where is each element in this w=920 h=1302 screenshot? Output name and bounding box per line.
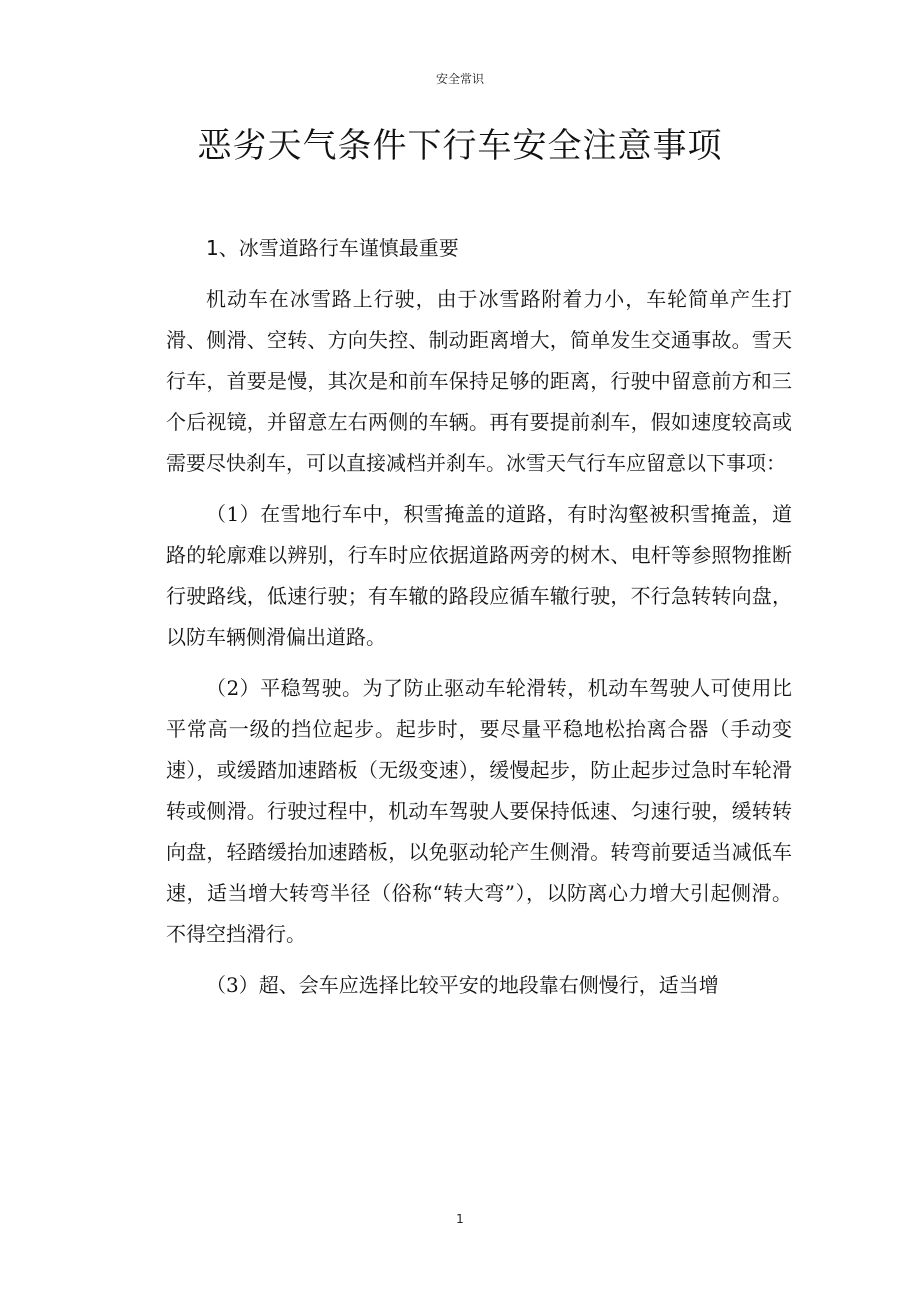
paragraph-intro: 机动车在冰雪路上行驶，由于冰雪路附着力小，车轮简单产生打滑、侧滑、空转、方向失控、制动距离增大，简单发生交通事故。雪天行车，首要是慢，其次是和前车保持足够的距离，行驶中留意前方和三个后视镜，并留意左右两侧的车辆。再有要提前刹车，假如速度较高或需要尽快刹车，可以直接减档并刹车。冰雪天气行车应留意以下事项： xyxy=(166,287,792,475)
section-heading: 1、冰雪道路行车谨慎最重要 xyxy=(206,236,459,260)
page-number: 1 xyxy=(456,1212,464,1226)
paragraph-item-1: （1）在雪地行车中，积雪掩盖的道路，有时沟壑被积雪掩盖，道路的轮廓难以辨别，行车时应依据道路两旁的树木、电杆等参照物推断行驶路线，低速行驶；有车辙的路段应循车辙行驶，不行急转转向盘，以防车辆侧滑偏出道路。 xyxy=(166,502,792,649)
running-header: 安全常识 xyxy=(435,72,484,86)
paragraph-item-2: （2）平稳驾驶。为了防止驱动车轮滑转，机动车驾驶人可使用比平常高一级的挡位起步。起步时，要尽量平稳地松抬离合器（手动变速），或缓踏加速踏板（无级变速），缓慢起步，防止起步过急时车轮滑转或侧滑。行驶过程中，机动车驾驶人要保持低速、匀速行驶，缓转转向盘，轻踏缓抬加速踏板，以免驱动轮产生侧滑。转弯前要适当减低车速，适当增大转弯半径（俗称“转大弯”），以防离心力增大引起侧滑。不得空挡滑行。 xyxy=(166,676,792,946)
document-body xyxy=(166,228,792,1006)
document-title: 恶劣天气条件下行车安全注意事项 xyxy=(197,126,723,166)
paragraph-item-3: （3）超、会车应选择比较平安的地段靠右侧慢行，适当增 xyxy=(206,973,719,997)
